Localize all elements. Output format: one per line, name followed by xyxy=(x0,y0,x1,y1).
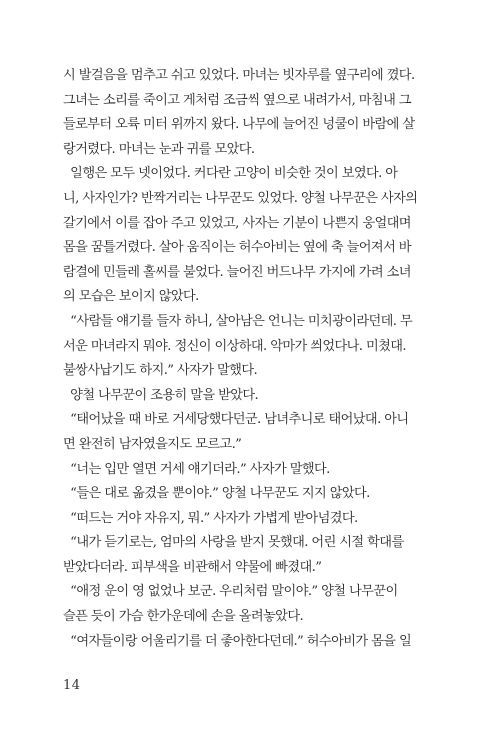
text-line xyxy=(63,384,429,409)
text-line xyxy=(63,285,429,310)
line-13: 불쌍사납기도 하지.” 사자가 말했다. xyxy=(63,363,258,379)
line-11: “사람들 얘기를 들자 하니, 살아남은 언니는 미치광이라던데. 무 xyxy=(63,313,413,329)
text-line xyxy=(63,335,429,360)
line-2: 그녀는 소리를 죽이고 게처럼 조금씩 옆으로 내려가서, 마침내 그 xyxy=(63,92,411,108)
line-17: “너는 입만 열면 거세 얘기더라.” 사자가 말했다. xyxy=(63,461,330,477)
text-line xyxy=(63,64,429,89)
line-23: 슬픈 듯이 가슴 한가운데에 손을 올려놓았다. xyxy=(63,609,304,625)
body-text xyxy=(63,64,429,654)
line-22: “애정 운이 영 없었나 보군. 우리처럼 말이야.” 양철 나무꾼이 xyxy=(63,584,398,600)
line-6: 니, 사자인가? 반짝거리는 나무꾼도 있었다. 양철 나무꾼은 사자의 xyxy=(63,190,418,206)
text-line xyxy=(63,187,429,212)
text-line xyxy=(63,310,429,335)
line-21: 받았다더라. 피부색을 비관해서 약물에 빠졌대.” xyxy=(63,559,322,575)
line-3: 들로부터 오륙 미터 위까지 왔다. 나무에 늘어진 넝쿨이 바람에 살 xyxy=(63,117,415,133)
text-line xyxy=(63,359,429,384)
text-line xyxy=(63,433,429,458)
text-line xyxy=(63,89,429,114)
line-4: 랑거렸다. 마녀는 눈과 귀를 모았다. xyxy=(63,141,255,157)
text-line xyxy=(63,236,429,261)
text-line xyxy=(63,507,429,532)
text-line xyxy=(63,531,429,556)
text-line xyxy=(63,162,429,187)
text-line xyxy=(63,261,429,286)
text-line xyxy=(63,138,429,163)
text-line xyxy=(63,630,429,655)
line-14: 양철 나무꾼이 조용히 말을 받았다. xyxy=(63,387,259,403)
line-24: “여자들이랑 어울리기를 더 좋아한다던데.” 허수아비가 몸을 일 xyxy=(63,633,412,649)
text-line xyxy=(63,212,429,237)
line-8: 몸을 꿈틀거렸다. 살아 움직이는 허수아비는 옆에 축 늘어져서 바 xyxy=(63,240,411,256)
text-line xyxy=(63,113,429,138)
line-10: 의 모습은 보이지 않았다. xyxy=(63,289,199,305)
text-line xyxy=(63,408,429,433)
text-line xyxy=(63,605,429,630)
line-12: 서운 마녀라지 뭐야. 정신이 이상하대. 악마가 씌었다나. 미쳤대. xyxy=(63,338,406,354)
line-9: 람결에 민들레 홀씨를 불었다. 늘어진 버드나무 가지에 가려 소녀 xyxy=(63,264,411,280)
line-18: “들은 대로 옮겼을 뿐이야.” 양철 나무꾼도 지지 않았다. xyxy=(63,486,370,502)
text-line xyxy=(63,580,429,605)
line-19: “떠드는 거야 자유지, 뭐.” 사자가 가볍게 받아넘겼다. xyxy=(63,510,358,526)
line-20: “내가 듣기로는, 엄마의 사랑을 받지 못했대. 어린 시절 학대를 xyxy=(63,535,404,551)
text-line xyxy=(63,458,429,483)
text-line xyxy=(63,482,429,507)
line-16: 면 완전히 남자였을지도 모르고.” xyxy=(63,436,242,452)
line-15: “태어났을 때 바로 거세당했다던군. 남녀추니로 태어났대. 아니 xyxy=(63,412,409,428)
line-5: 일행은 모두 넷이었다. 커다란 고양이 비슷한 것이 보였다. 아 xyxy=(63,166,398,182)
line-7: 갈기에서 이를 잡아 주고 있었고, 사자는 기분이 나쁜지 웅얼대며 xyxy=(63,215,411,231)
line-1: 시 발걸음을 멈추고 쉬고 있었다. 마녀는 빗자루를 옆구리에 꼈다. xyxy=(63,68,415,83)
page-number: 14 xyxy=(63,678,81,693)
text-line xyxy=(63,556,429,581)
